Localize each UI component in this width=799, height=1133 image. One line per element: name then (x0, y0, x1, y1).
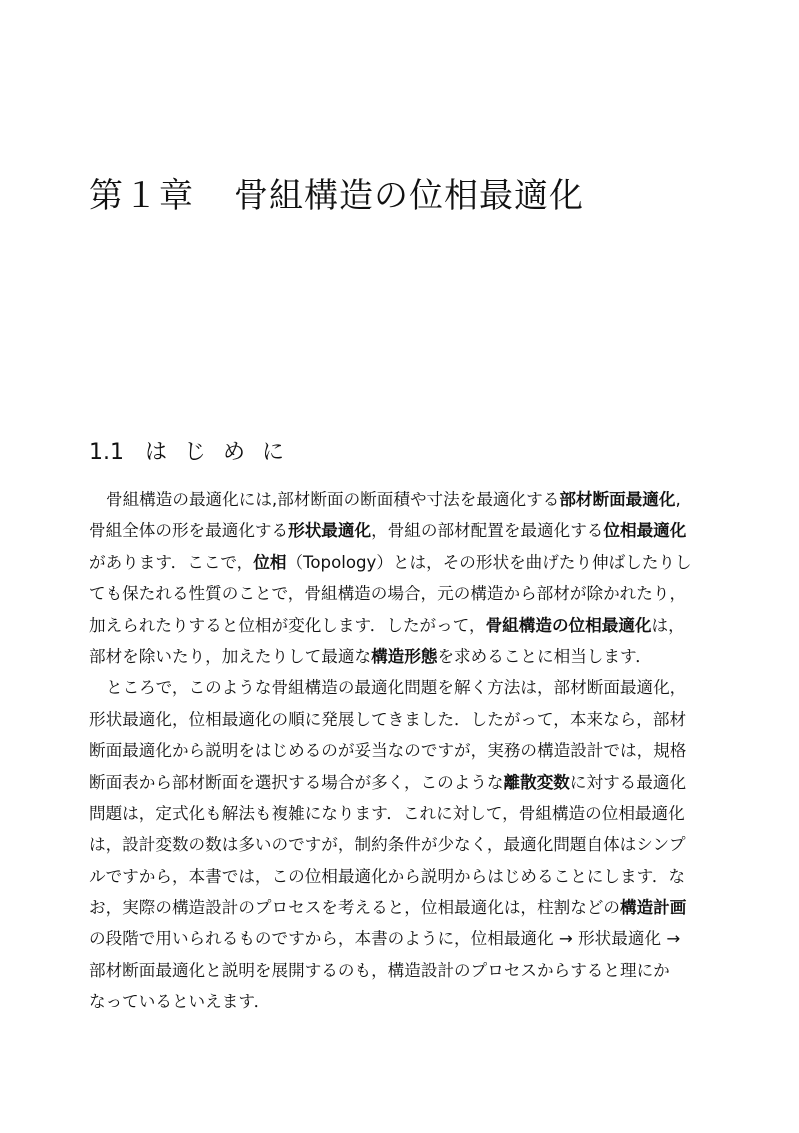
text-line (89, 829, 707, 860)
text-line (89, 735, 707, 766)
bold-term: 形状最適化 (288, 521, 372, 541)
text-line (89, 892, 707, 923)
paragraph (89, 484, 707, 672)
text-run: ても保たれる性質のことで，骨組構造の場合，元の構造から部材が除かれたり， (89, 584, 687, 604)
text-line (89, 484, 707, 515)
text-run: （Topology）とは，その形状を曲げたり伸ばしたりし (286, 552, 692, 572)
body-text (89, 484, 707, 1018)
text-run: の段階で用いられるものですから，本書のように，位相最適化 → 形状最適化 → (89, 929, 681, 949)
text-line (89, 641, 707, 672)
text-line (89, 923, 707, 954)
text-run: , (675, 490, 681, 509)
section-number: 1.1 (89, 440, 124, 465)
section-title: はじめに (145, 440, 302, 465)
text-run: 加えられたりすると位相が変化します．したがって， (89, 615, 486, 635)
text-run: 形状最適化，位相最適化の順に発展してきました．したがって，本来なら，部材 (89, 709, 687, 729)
text-line (89, 861, 707, 892)
chapter-title (89, 171, 584, 221)
bold-term: 骨組構造の位相最適化 (485, 615, 652, 635)
text-run: に対する最適化 (569, 772, 687, 792)
chapter-number: 第１章 (89, 176, 194, 216)
text-run: 問題は，定式化も解法も複雑になります．これに対して，骨組構造の位相最適化 (89, 803, 685, 823)
text-run: ，骨組の部材配置を最適化する (371, 521, 604, 541)
text-line (89, 955, 707, 986)
bold-term: 位相最適化 (603, 521, 687, 541)
text-line (89, 767, 707, 798)
bold-term: 位相 (253, 552, 287, 572)
text-run: があります．ここで， (89, 552, 254, 572)
text-run: 部材断面最適化と説明を展開するのも，構造設計のプロセスからすると理にか (89, 960, 670, 980)
text-run: を求めることに相当します． (437, 646, 652, 666)
bold-term: 離散変数 (503, 772, 570, 792)
bold-term: 構造計画 (620, 898, 687, 918)
text-run: お，実際の構造設計のプロセスを考えると，位相最適化は，柱割などの (89, 898, 620, 918)
text-line (89, 672, 707, 703)
bold-term: 部材断面最適化 (559, 490, 676, 509)
bold-term: 構造形態 (371, 646, 438, 666)
text-line (89, 798, 707, 829)
chapter-title-text: 骨組構造の位相最適化 (234, 176, 584, 216)
section-heading (89, 436, 301, 470)
text-run: は，設計変数の数は多いのですが，制約条件が少なく，最適化問題自体はシンプ (89, 835, 686, 855)
text-run: 骨組全体の形を最適化する (89, 521, 289, 541)
text-run: 骨組構造の最適化には,部材断面の断面積や寸法を最適化する (106, 490, 560, 509)
text-line (89, 704, 707, 735)
text-line (89, 610, 707, 641)
text-run: ところで，このような骨組構造の最適化問題を解く方法は，部材断面最適化， (106, 678, 687, 698)
text-line (89, 515, 707, 546)
text-line (89, 547, 707, 578)
text-run: 断面最適化から説明をはじめるのが妥当なのですが，実務の構造設計では，規格 (89, 741, 687, 761)
text-run: は， (651, 615, 685, 635)
text-run: 断面表から部材断面を選択する場合が多く，このような (89, 772, 504, 792)
paragraph (89, 672, 707, 1017)
text-run: なっているといえます． (89, 992, 271, 1012)
text-run: ルですから，本書では，この位相最適化から説明からはじめることにします．な (89, 866, 686, 886)
text-run: 部材を除いたり，加えたりして最適な (89, 646, 372, 666)
text-line (89, 986, 707, 1017)
text-line (89, 578, 707, 609)
